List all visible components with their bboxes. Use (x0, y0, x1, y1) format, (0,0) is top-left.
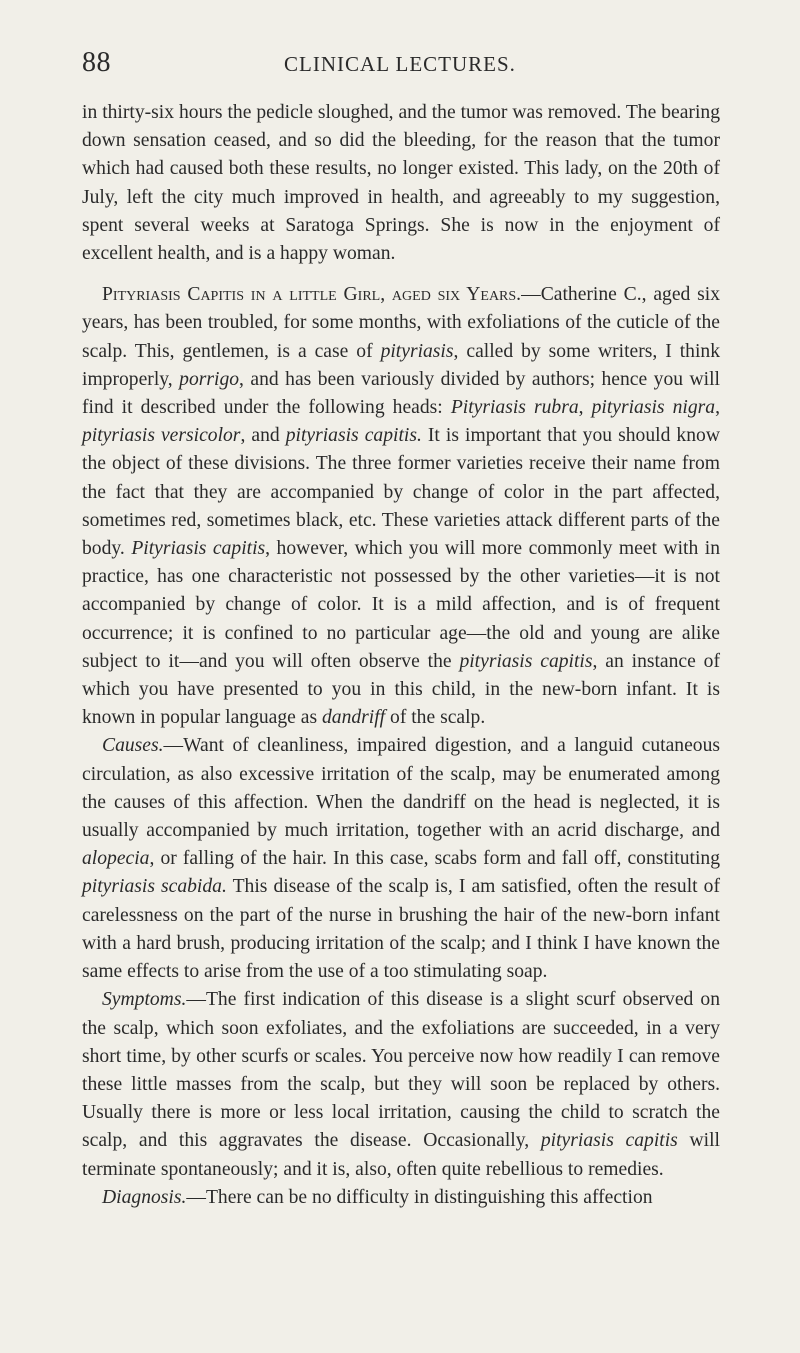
page-number: 88 (82, 47, 111, 78)
paragraph-symptoms: Symptoms.—The first indication of this disease is a slight scurf observed on the scalp, which soon exfoliates, and the exfoliations are succeeded, in a very short time, by other scurfs or scales. You perceive now how readily I can remove these little masses from the scalp, but they will soon be replaced by others. Usually there is more or less local irritation, causing the child to scratch the scalp, and this aggravates the disease. Occasionally, pityriasis capitis will terminate spontaneously; and it is, also, often quite rebellious to remedies. (82, 989, 720, 1180)
running-head: CLINICAL LECTURES. (284, 52, 516, 76)
page-header (82, 47, 718, 81)
paragraph-pityriasis-case: Pityriasis Capitis in a little Girl, aged six Years.—Catherine C., aged six years, has been troubled, for some months, with exfoliations of the cuticle of the scalp. This, gentlemen, is a case of pityriasis, called by some writers, I think improperly, porrigo, and has been variously divided by authors; hence you will find it described under the following heads: Pityriasis rubra, pityriasis nigra, pityriasis versicolor, and pityriasis capitis. It is important that you should know the object of these divisions. The three former varieties receive their name from the fact that they are accompanied by change of color in the part affected, sometimes red, sometimes black, etc. These varieties attack different parts of the body. Pityriasis capitis, however, which you will more commonly meet with in practice, has one characteristic not possessed by the other varieties—it is not accompanied by change of color. It is a mild affection, and is of frequent occurrence; it is confined to no particular age—the old and young are alike subject to it—and you will often observe the pityriasis capitis, an instance of which you have presented to you in this child, in the new-born infant. It is known in popular language as dandriff of the scalp. (82, 284, 721, 729)
paragraph-diagnosis: Diagnosis.—There can be no difficulty in distinguishing this affection (102, 1186, 653, 1208)
symptoms-heading: Symptoms. (102, 989, 187, 1011)
case-heading: Pityriasis Capitis in a little Girl, aged six Years. (102, 284, 522, 306)
page-body (82, 99, 720, 1212)
diagnosis-heading: Diagnosis. (102, 1186, 187, 1208)
paragraph-causes: Causes.—Want of cleanliness, impaired digestion, and a languid cutaneous circulation, as also excessive irritation of the scalp, may be enumerated among the causes of this affection. When the dandriff on the head is neglected, it is usually accompanied by much irritation, together with an acrid discharge, and alopecia, or falling of the hair. In this case, scabs form and fall off, constituting pityriasis scabida. This disease of the scalp is, I am satisfied, often the result of carelessness on the part of the nurse in brushing the hair of the new-born infant with a hard brush, producing irritation of the scalp; and I think I have known the same effects to arise from the use of a too stimulating soap. (82, 735, 720, 983)
causes-heading: Causes. (102, 735, 164, 757)
paragraph-continuation: in thirty-six hours the pedicle sloughed, and the tumor was removed. The bearing down sensation ceased, and so did the bleeding, for the reason that the tumor which had caused both these results, no longer existed. This lady, on the 20th of July, left the city much improved in health, and agreeably to my suggestion, spent several weeks at Saratoga Springs. She is now in the enjoyment of excellent health, and is a happy woman. (82, 102, 720, 265)
